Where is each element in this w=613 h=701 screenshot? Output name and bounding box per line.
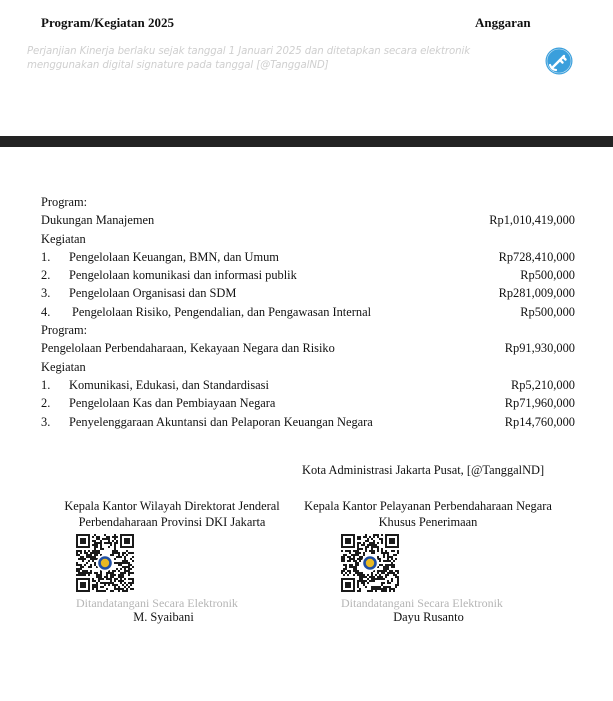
activity-number: 4. <box>41 304 51 319</box>
activity-name: Penyelenggaraan Akuntansi dan Pelaporan Keuangan Negara <box>69 414 373 429</box>
program-label: Program: <box>41 323 88 338</box>
signed-electronically-note: Ditandatangani Secara Elektronik <box>341 596 503 610</box>
activity-row <box>41 284 575 302</box>
activity-name: Pengelolaan Risiko, Pengendalian, dan Pengawasan Internal <box>72 304 372 319</box>
activity-row <box>41 376 575 394</box>
activities-label-row <box>41 230 575 248</box>
header-divider-band <box>0 136 613 147</box>
activity-number: 1. <box>41 377 51 392</box>
signatory-title-line2: Perbendaharaan Provinsi DKI Jakarta <box>78 515 266 529</box>
activities-label-row <box>41 358 575 376</box>
program-amount: Rp1,010,419,000 <box>489 213 575 228</box>
activity-number: 3. <box>41 286 51 301</box>
budget-table <box>41 193 575 431</box>
activities-label: Kegiatan <box>41 231 86 246</box>
activity-number: 2. <box>41 396 51 411</box>
program-row <box>41 339 575 357</box>
program-label-row <box>41 321 575 339</box>
activity-row <box>41 394 575 412</box>
activity-name: Komunikasi, Edukasi, dan Standardisasi <box>69 377 269 392</box>
program-row <box>41 211 575 229</box>
activity-name: Pengelolaan Keuangan, BMN, dan Umum <box>69 249 279 264</box>
qr-code-signature <box>76 534 134 592</box>
digital-signature-notice: Perjanjian Kinerja berlaku sejak tanggal 1 Januari 2025 dan ditetapkan secara elektronik menggunakan digital signature pada tanggal [@TanggalND] <box>27 46 470 71</box>
activity-amount: Rp728,410,000 <box>498 249 575 264</box>
qr-code-signature <box>341 534 399 592</box>
program-name: Pengelolaan Perbendaharaan, Kekayaan Negara dan Risiko <box>41 341 335 356</box>
activity-row <box>41 303 575 321</box>
signatory-name: Dayu Rusanto <box>393 610 464 624</box>
key-icon <box>545 47 573 75</box>
activity-name: Pengelolaan Organisasi dan SDM <box>69 286 237 301</box>
activity-number: 2. <box>41 268 51 283</box>
program-label-row <box>41 193 575 211</box>
signatory-title-line1: Kepala Kantor Wilayah Direktorat Jenderal <box>64 499 280 513</box>
signatory-title-left <box>47 498 297 530</box>
header-budget-label: Anggaran <box>475 15 531 30</box>
activity-number: 1. <box>41 249 51 264</box>
activity-amount: Rp5,210,000 <box>510 377 575 392</box>
signatory-name: M. Syaibani <box>133 610 194 624</box>
activity-row <box>41 248 575 266</box>
activity-amount: Rp500,000 <box>520 268 575 283</box>
place-date: Kota Administrasi Jakarta Pusat, [@TanggalND] <box>302 463 545 477</box>
signatory-title-line1: Kepala Kantor Pelayanan Perbendaharaan Negara <box>304 499 552 513</box>
activity-amount: Rp14,760,000 <box>504 414 575 429</box>
activity-amount: Rp500,000 <box>520 304 575 319</box>
signatory-title-right <box>293 498 563 530</box>
activity-number: 3. <box>41 414 51 429</box>
activity-amount: Rp281,009,000 <box>498 286 575 301</box>
activity-amount: Rp71,960,000 <box>504 396 575 411</box>
activity-row <box>41 266 575 284</box>
activities-label: Kegiatan <box>41 359 86 374</box>
header-title: Program/Kegiatan 2025 <box>41 15 174 30</box>
signatory-title-line2: Khusus Penerimaan <box>378 515 478 529</box>
program-amount: Rp91,930,000 <box>504 341 575 356</box>
program-name: Dukungan Manajemen <box>41 213 155 228</box>
activity-row <box>41 413 575 431</box>
activity-name: Pengelolaan Kas dan Pembiayaan Negara <box>69 396 276 411</box>
activity-name: Pengelolaan komunikasi dan informasi publik <box>69 268 297 283</box>
program-label: Program: <box>41 195 88 209</box>
signed-electronically-note: Ditandatangani Secara Elektronik <box>76 596 238 610</box>
